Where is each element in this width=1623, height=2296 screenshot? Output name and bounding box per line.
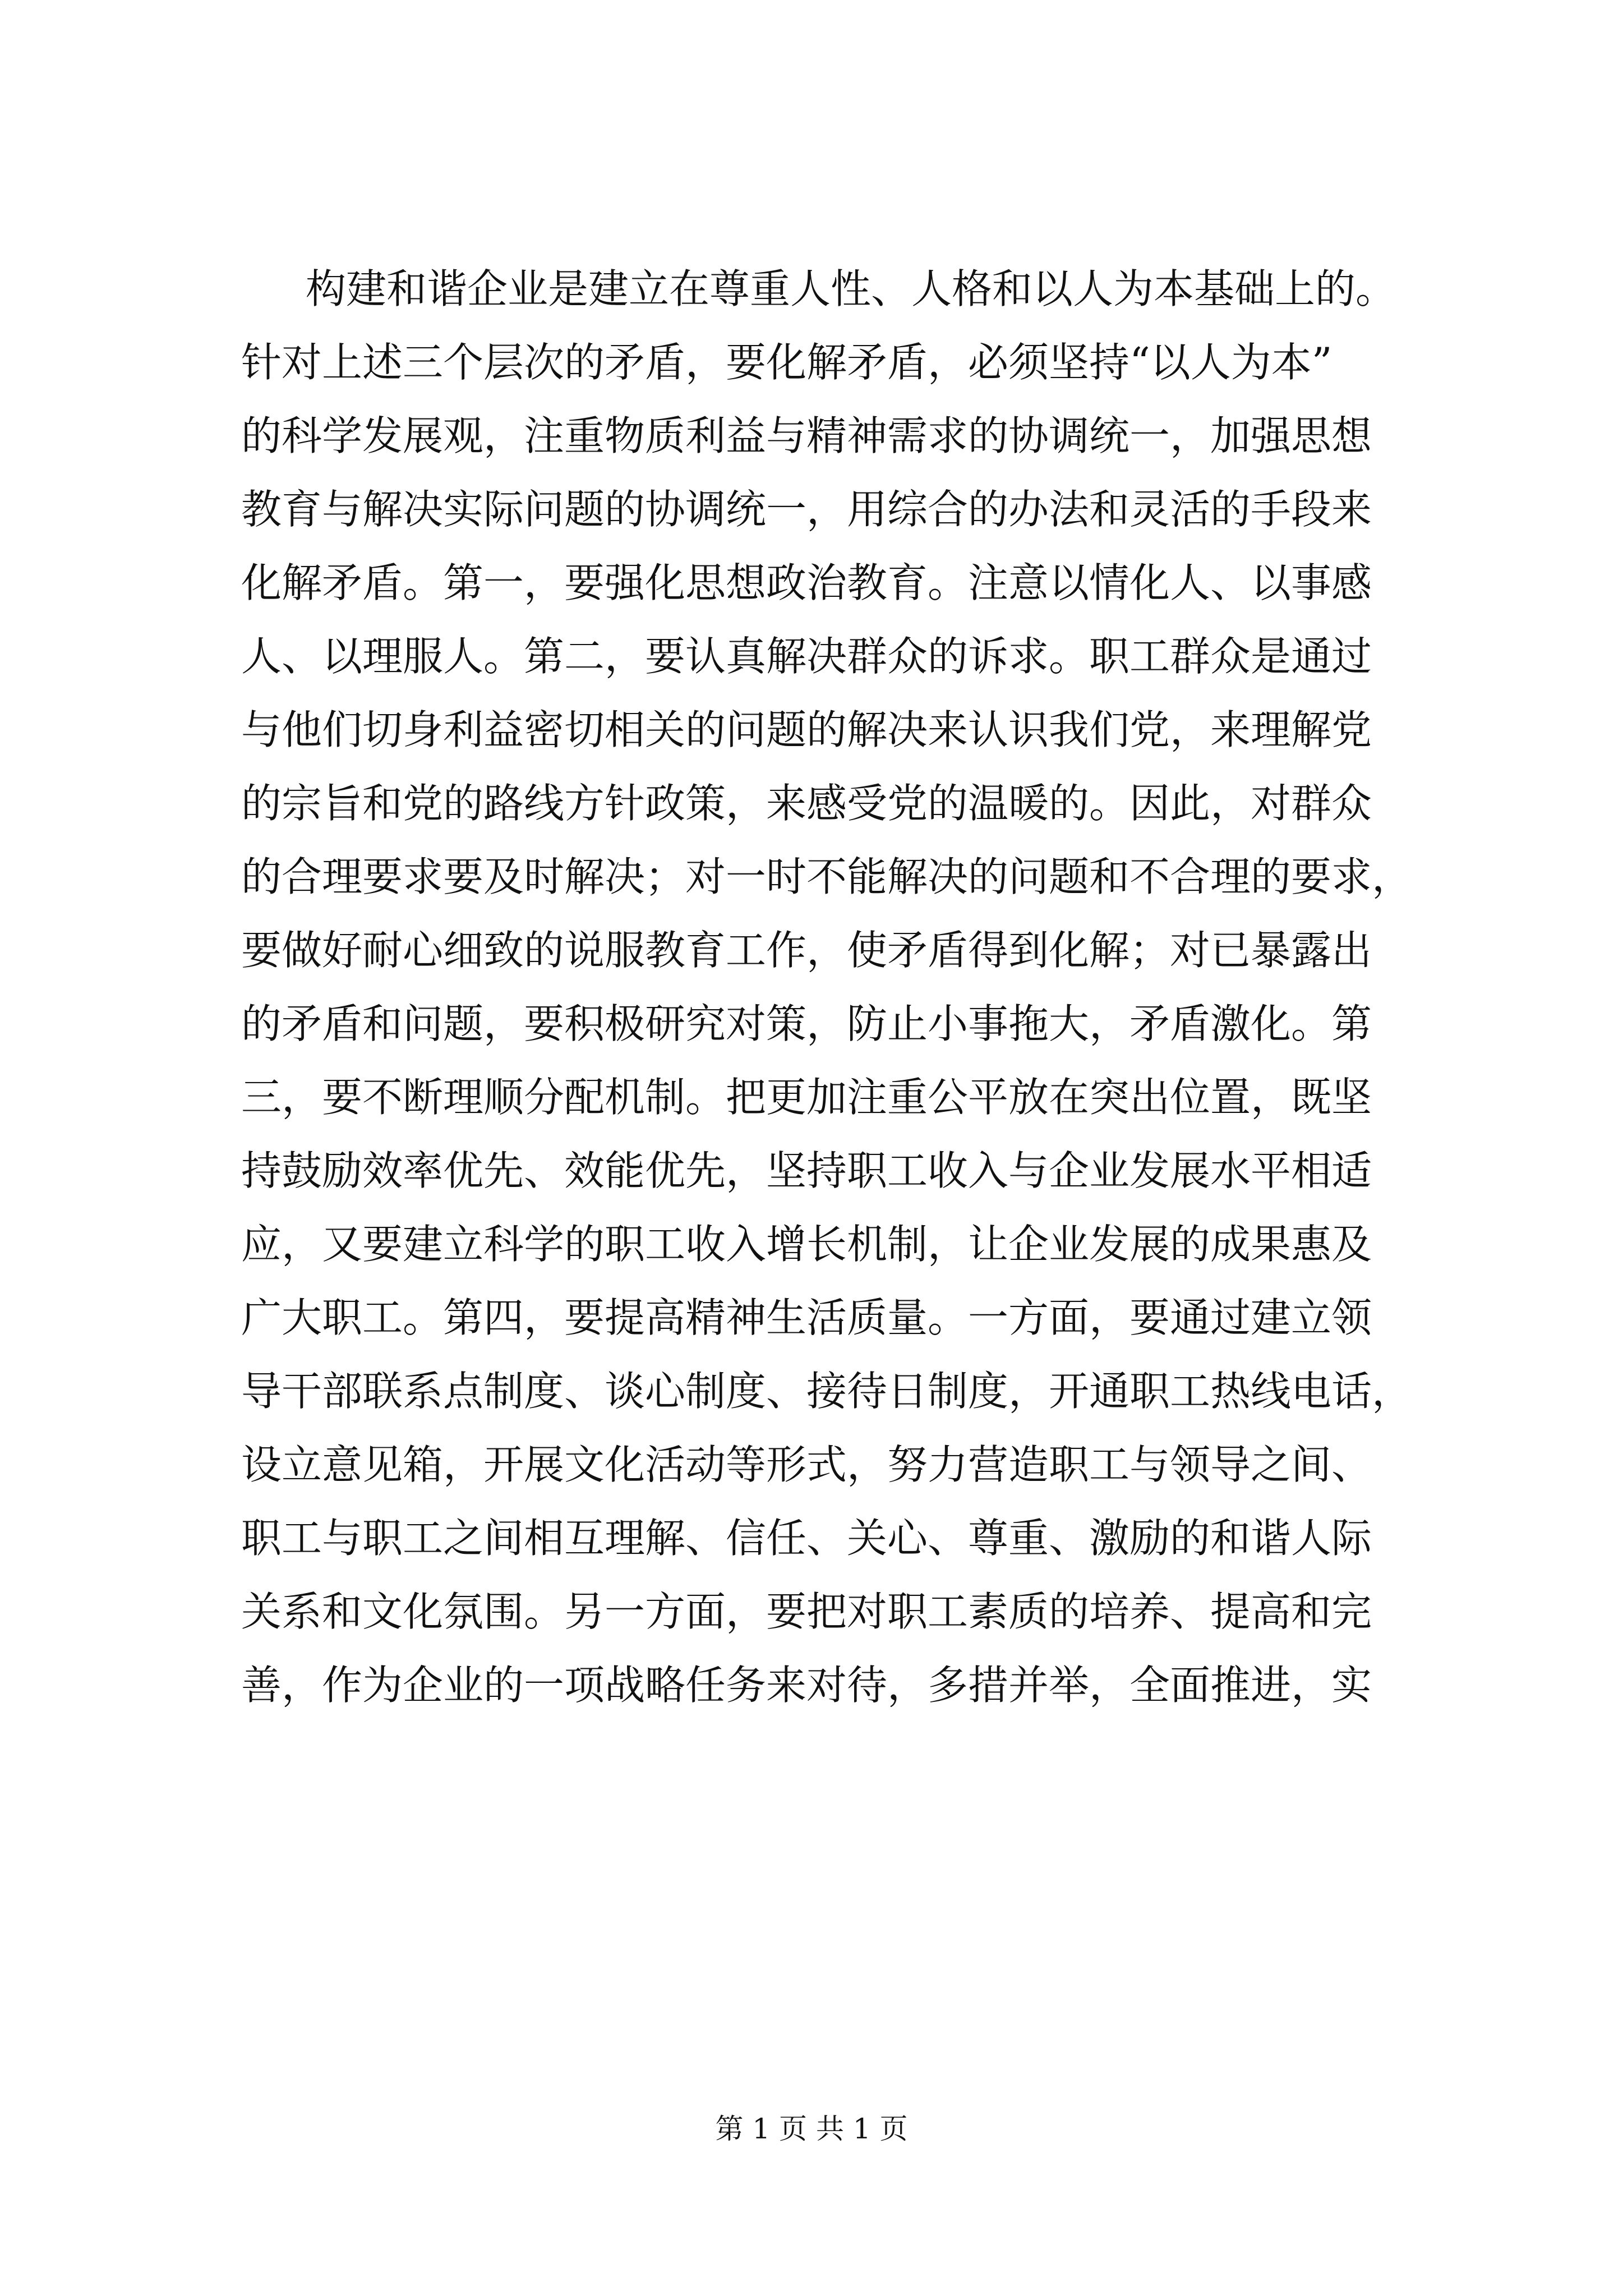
text-line: 人、以理服人。第二，要认真解决群众的诉求。职工群众是通过 xyxy=(241,633,1372,680)
text-line: 持鼓励效率优先、效能优先，坚持职工收入与企业发展水平相适 xyxy=(241,1147,1372,1194)
body-paragraph xyxy=(241,252,1458,1722)
text-line: 三，要不断理顺分配机制。把更加注重公平放在突出位置，既坚 xyxy=(241,1074,1372,1121)
text-line: 构建和谐企业是建立在尊重人性、人格和以人为本基础上的。 xyxy=(306,265,1396,312)
text-line: 与他们切身利益密切相关的问题的解决来认识我们党，来理解党 xyxy=(241,706,1372,753)
text-line: 的科学发展观，注重物质利益与精神需求的协调统一，加强思想 xyxy=(241,412,1372,459)
text-line: 的合理要求要及时解决；对一时不能解决的问题和不合理的要求， xyxy=(241,853,1413,900)
text-line: 要做好耐心细致的说服教育工作，使矛盾得到化解；对已暴露出 xyxy=(241,927,1372,974)
text-line: 的矛盾和问题，要积极研究对策，防止小事拖大，矛盾激化。第 xyxy=(241,1000,1372,1047)
text-line: 教育与解决实际问题的协调统一，用综合的办法和灵活的手段来 xyxy=(241,486,1372,533)
text-line: 针对上述三个层次的矛盾，要化解矛盾，必须坚持“以人为本” xyxy=(241,339,1332,386)
text-line: 广大职工。第四，要提高精神生活质量。一方面，要通过建立领 xyxy=(241,1294,1372,1341)
page-footer xyxy=(0,2106,1623,2147)
text-line: 设立意见箱，开展文化活动等形式，努力营造职工与领导之间、 xyxy=(241,1441,1372,1488)
text-line: 善，作为企业的一项战略任务来对待，多措并举，全面推进，实 xyxy=(241,1662,1372,1709)
text-line: 化解矛盾。第一，要强化思想政治教育。注意以情化人、以事感 xyxy=(241,559,1372,606)
text-line: 的宗旨和党的路线方针政策，来感受党的温暖的。因此，对群众 xyxy=(241,780,1372,827)
text-line: 导干部联系点制度、谈心制度、接待日制度，开通职工热线电话， xyxy=(241,1368,1413,1415)
page-number: 第 1 页 共 1 页 xyxy=(715,2113,908,2145)
text-line: 关系和文化氛围。另一方面，要把对职工素质的培养、提高和完 xyxy=(241,1588,1372,1635)
text-line: 职工与职工之间相互理解、信任、关心、尊重、激励的和谐人际 xyxy=(241,1515,1372,1562)
text-line: 应，又要建立科学的职工收入增长机制，让企业发展的成果惠及 xyxy=(241,1221,1372,1268)
